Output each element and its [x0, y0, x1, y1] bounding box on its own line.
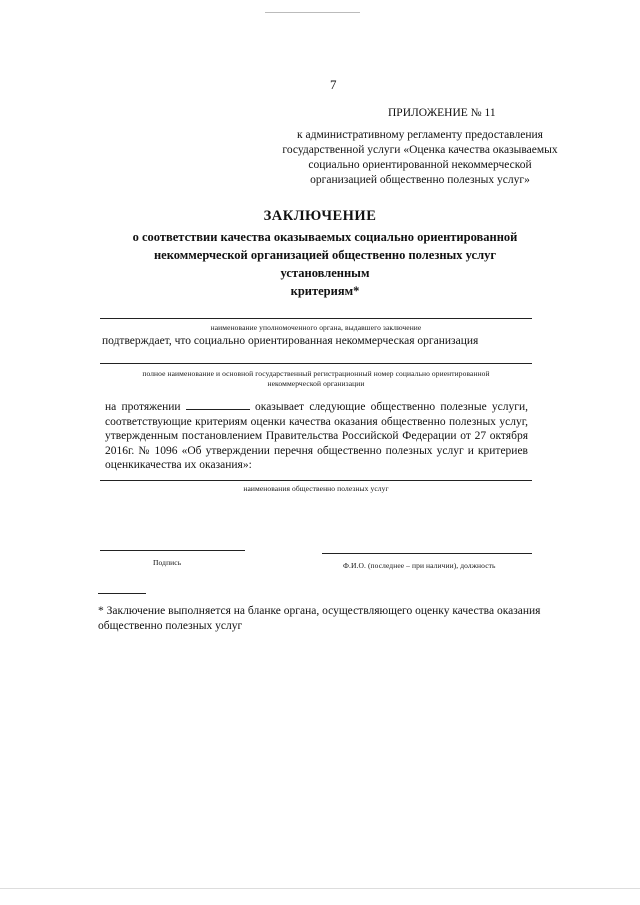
- document-subtitle: [110, 228, 540, 300]
- services-paragraph: [105, 399, 528, 473]
- authority-line: [100, 318, 532, 319]
- name-position-line: [322, 553, 532, 554]
- services-line: [100, 480, 532, 481]
- organization-caption-line: полное наименование и основной государственный регистрационный номер социально ориентированной: [142, 369, 490, 378]
- appendix-line: государственной услуги «Оценка качества оказываемых: [282, 144, 558, 156]
- period-label: на протяжении: [105, 401, 181, 413]
- signature-line: [100, 550, 245, 551]
- appendix-line: организацией общественно полезных услуг»: [310, 174, 530, 186]
- subtitle-line: критериям*: [290, 284, 360, 298]
- confirms-text: подтверждает, что социально ориентированная некоммерческая организация: [102, 335, 479, 347]
- appendix-line: социально ориентированной некоммерческой: [308, 159, 532, 171]
- authority-caption: наименование уполномоченного органа, выдавшего заключение: [210, 323, 422, 332]
- page-number: 7: [330, 77, 337, 92]
- paragraph-rest: оказывает следующие общественно полезные услуги, соответствующие критериям оценки качества оказания общественно полезных услуг, утвержденным постановлением Правительства Российской Федерации от 27 октября 2016г. № 1096 «Об утверждении перечня общественно полезных услуг и критериев оценкикачества их оказания»:: [105, 401, 529, 471]
- services-caption: наименования общественно полезных услуг: [243, 484, 389, 493]
- organization-line: [100, 363, 532, 364]
- footnote-divider: [98, 593, 146, 594]
- appendix-title: ПРИЛОЖЕНИЕ № 11: [388, 107, 496, 119]
- name-position-caption: Ф.И.О. (последнее – при наличии), должность: [343, 561, 496, 570]
- subtitle-line: некоммерческой организацией общественно полезных услуг установленным: [153, 248, 497, 280]
- appendix-reference: [255, 128, 585, 188]
- subtitle-line: о соответствии качества оказываемых социально ориентированной: [132, 230, 518, 244]
- signature-caption: Подпись: [153, 558, 182, 567]
- footnote-text: * Заключение выполняется на бланке органа, осуществляющего оценку качества оказания общественно полезных услуг: [98, 605, 541, 632]
- organization-caption-line: некоммерческой организации: [267, 379, 365, 388]
- document-title: ЗАКЛЮЧЕНИЕ: [263, 208, 377, 224]
- scan-artifact-bottom: [0, 888, 640, 889]
- period-blank: [186, 399, 250, 410]
- organization-caption: [100, 369, 532, 389]
- scan-artifact-top: [265, 12, 360, 13]
- appendix-line: к административному регламенту предоставления: [297, 129, 543, 141]
